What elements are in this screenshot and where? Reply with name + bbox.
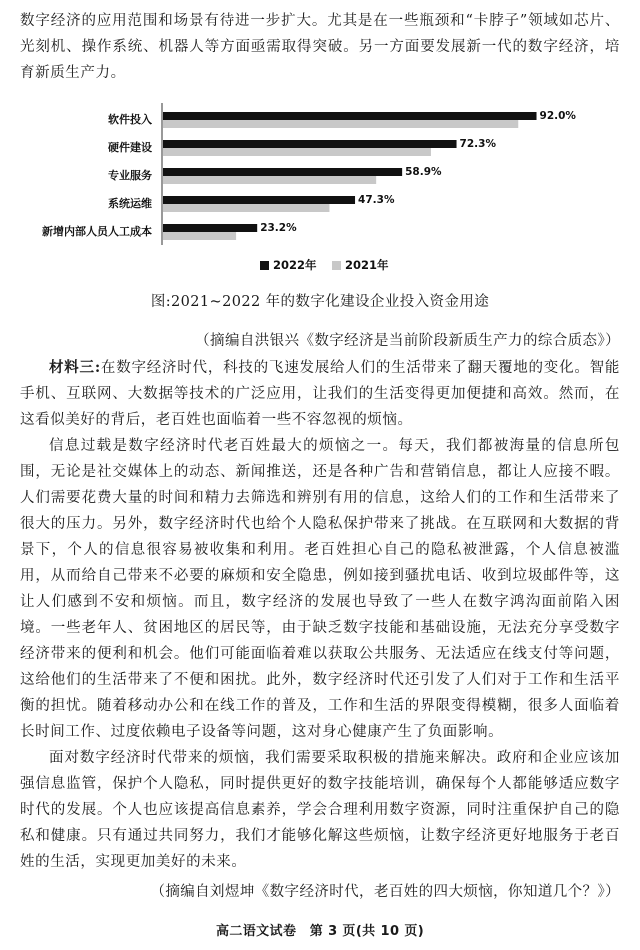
bar-2021 bbox=[163, 120, 518, 128]
material3-paragraph-1 bbox=[20, 355, 620, 433]
bar-2022 bbox=[163, 140, 457, 148]
intro-paragraph: 数字经济的应用范围和场景有待进一步扩大。尤其是在一些瓶颈和“卡脖子”领域如芯片、光刻机、操作系统、机器人等方面亟需取得突破。另一方面要发展新一代的数字经济，培育新质生产力。 bbox=[20, 13, 620, 81]
data-label: 72.3% bbox=[459, 138, 496, 150]
bar-2022 bbox=[163, 112, 537, 120]
category-label: 硬件建设 bbox=[108, 141, 152, 154]
legend-swatch-2021 bbox=[332, 261, 341, 270]
category-label: 软件投入 bbox=[108, 113, 152, 126]
material3-p1-text: 在数字经济时代，科技的飞速发展给人们的生活带来了翻天覆地的变化。智能手机、互联网、大数据等技术的广泛应用，让我们的生活变得更加便捷和高效。然而，在这看似美好的背后，老百姓也面临着一些不容忽视的烦恼。 bbox=[20, 360, 620, 428]
bar-2021 bbox=[163, 148, 431, 156]
category-label: 系统运维 bbox=[108, 197, 152, 210]
material3-lead: 材料三: bbox=[49, 359, 101, 376]
source-citation-1: （摘编自洪银兴《数字经济是当前阶段新质生产力的综合质态》） bbox=[195, 333, 620, 349]
data-label: 58.9% bbox=[405, 166, 442, 178]
data-label: 92.0% bbox=[539, 110, 576, 122]
page-footer: 高二语文试卷 第 3 页(共 10 页) bbox=[215, 924, 425, 939]
category-label: 新增内部人员人工成本 bbox=[42, 225, 152, 238]
source-citation-2: （摘编自刘煜坤《数字经济时代，老百姓的四大烦恼，你知道几个？》） bbox=[150, 884, 620, 900]
legend-label-2021: 2021年 bbox=[345, 258, 389, 272]
bar-2021 bbox=[163, 204, 329, 212]
material3-paragraph-2: 信息过载是数字经济时代老百姓最大的烦恼之一。每天，我们都被海量的信息所包围，无论是社交媒体上的动态、新闻推送，还是各种广告和营销信息，都让人应接不暇。人们需要花费大量的时间和精力去筛选和辨别有用的信息，这给人们的工作和生活带来了很大的压力。另外，数字经济时代也给个人隐私保护带来了挑战。在互联网和大数据的背景下，个人的信息很容易被收集和利用。老百姓担心自己的隐私被泄露，个人信息被滥用，从而给自己带来不必要的麻烦和安全隐患，例如接到骚扰电话、收到垃圾邮件等，这让人们感到不安和烦恼。而且，数字经济的发展也导致了一些人在数字鸿沟面前陷入困境。一些老年人、贫困地区的居民等，由于缺乏数字技能和基础设施，无法充分享受数字经济带来的便利和机会。他们可能面临着难以获取公共服务、无法适应在线支付等问题，这给他们的生活带来了不便和困扰。此外，数字经济时代还引发了人们对于工作和生活平衡的担忧。随着移动办公和在线工作的普及，工作和生活的界限变得模糊，很多人面临着长时间工作、过度依赖电子设备等问题，这对身心健康产生了负面影响。 bbox=[20, 438, 620, 740]
bar-2022 bbox=[163, 224, 257, 232]
data-label: 47.3% bbox=[358, 194, 395, 206]
material3-paragraph-3: 面对数字经济时代带来的烦恼，我们需要采取积极的措施来解决。政府和企业应该加强信息监管，保护个人隐私，同时提供更好的数字技能培训，确保每个人都能够适应数字时代的发展。个人也应该提高信息素养，学会合理利用数字资源，同时注重保护自己的隐私和健康。只有通过共同努力，我们才能够化解这些烦恼，让数字经济更好地服务于老百姓的生活，实现更加美好的未来。 bbox=[20, 750, 620, 870]
bar-2021 bbox=[163, 232, 236, 240]
figure-caption: 图:2021~2022 年的数字化建设企业投入资金用途 bbox=[150, 294, 490, 310]
bar-2022 bbox=[163, 168, 402, 176]
bar-2021 bbox=[163, 176, 376, 184]
legend-label-2022: 2022年 bbox=[273, 258, 317, 272]
category-label: 专业服务 bbox=[108, 169, 152, 182]
bar-2022 bbox=[163, 196, 355, 204]
data-label: 23.2% bbox=[260, 222, 297, 234]
legend-swatch-2022 bbox=[260, 261, 269, 270]
bar-chart-svg bbox=[20, 95, 620, 280]
bar-chart bbox=[20, 95, 620, 280]
